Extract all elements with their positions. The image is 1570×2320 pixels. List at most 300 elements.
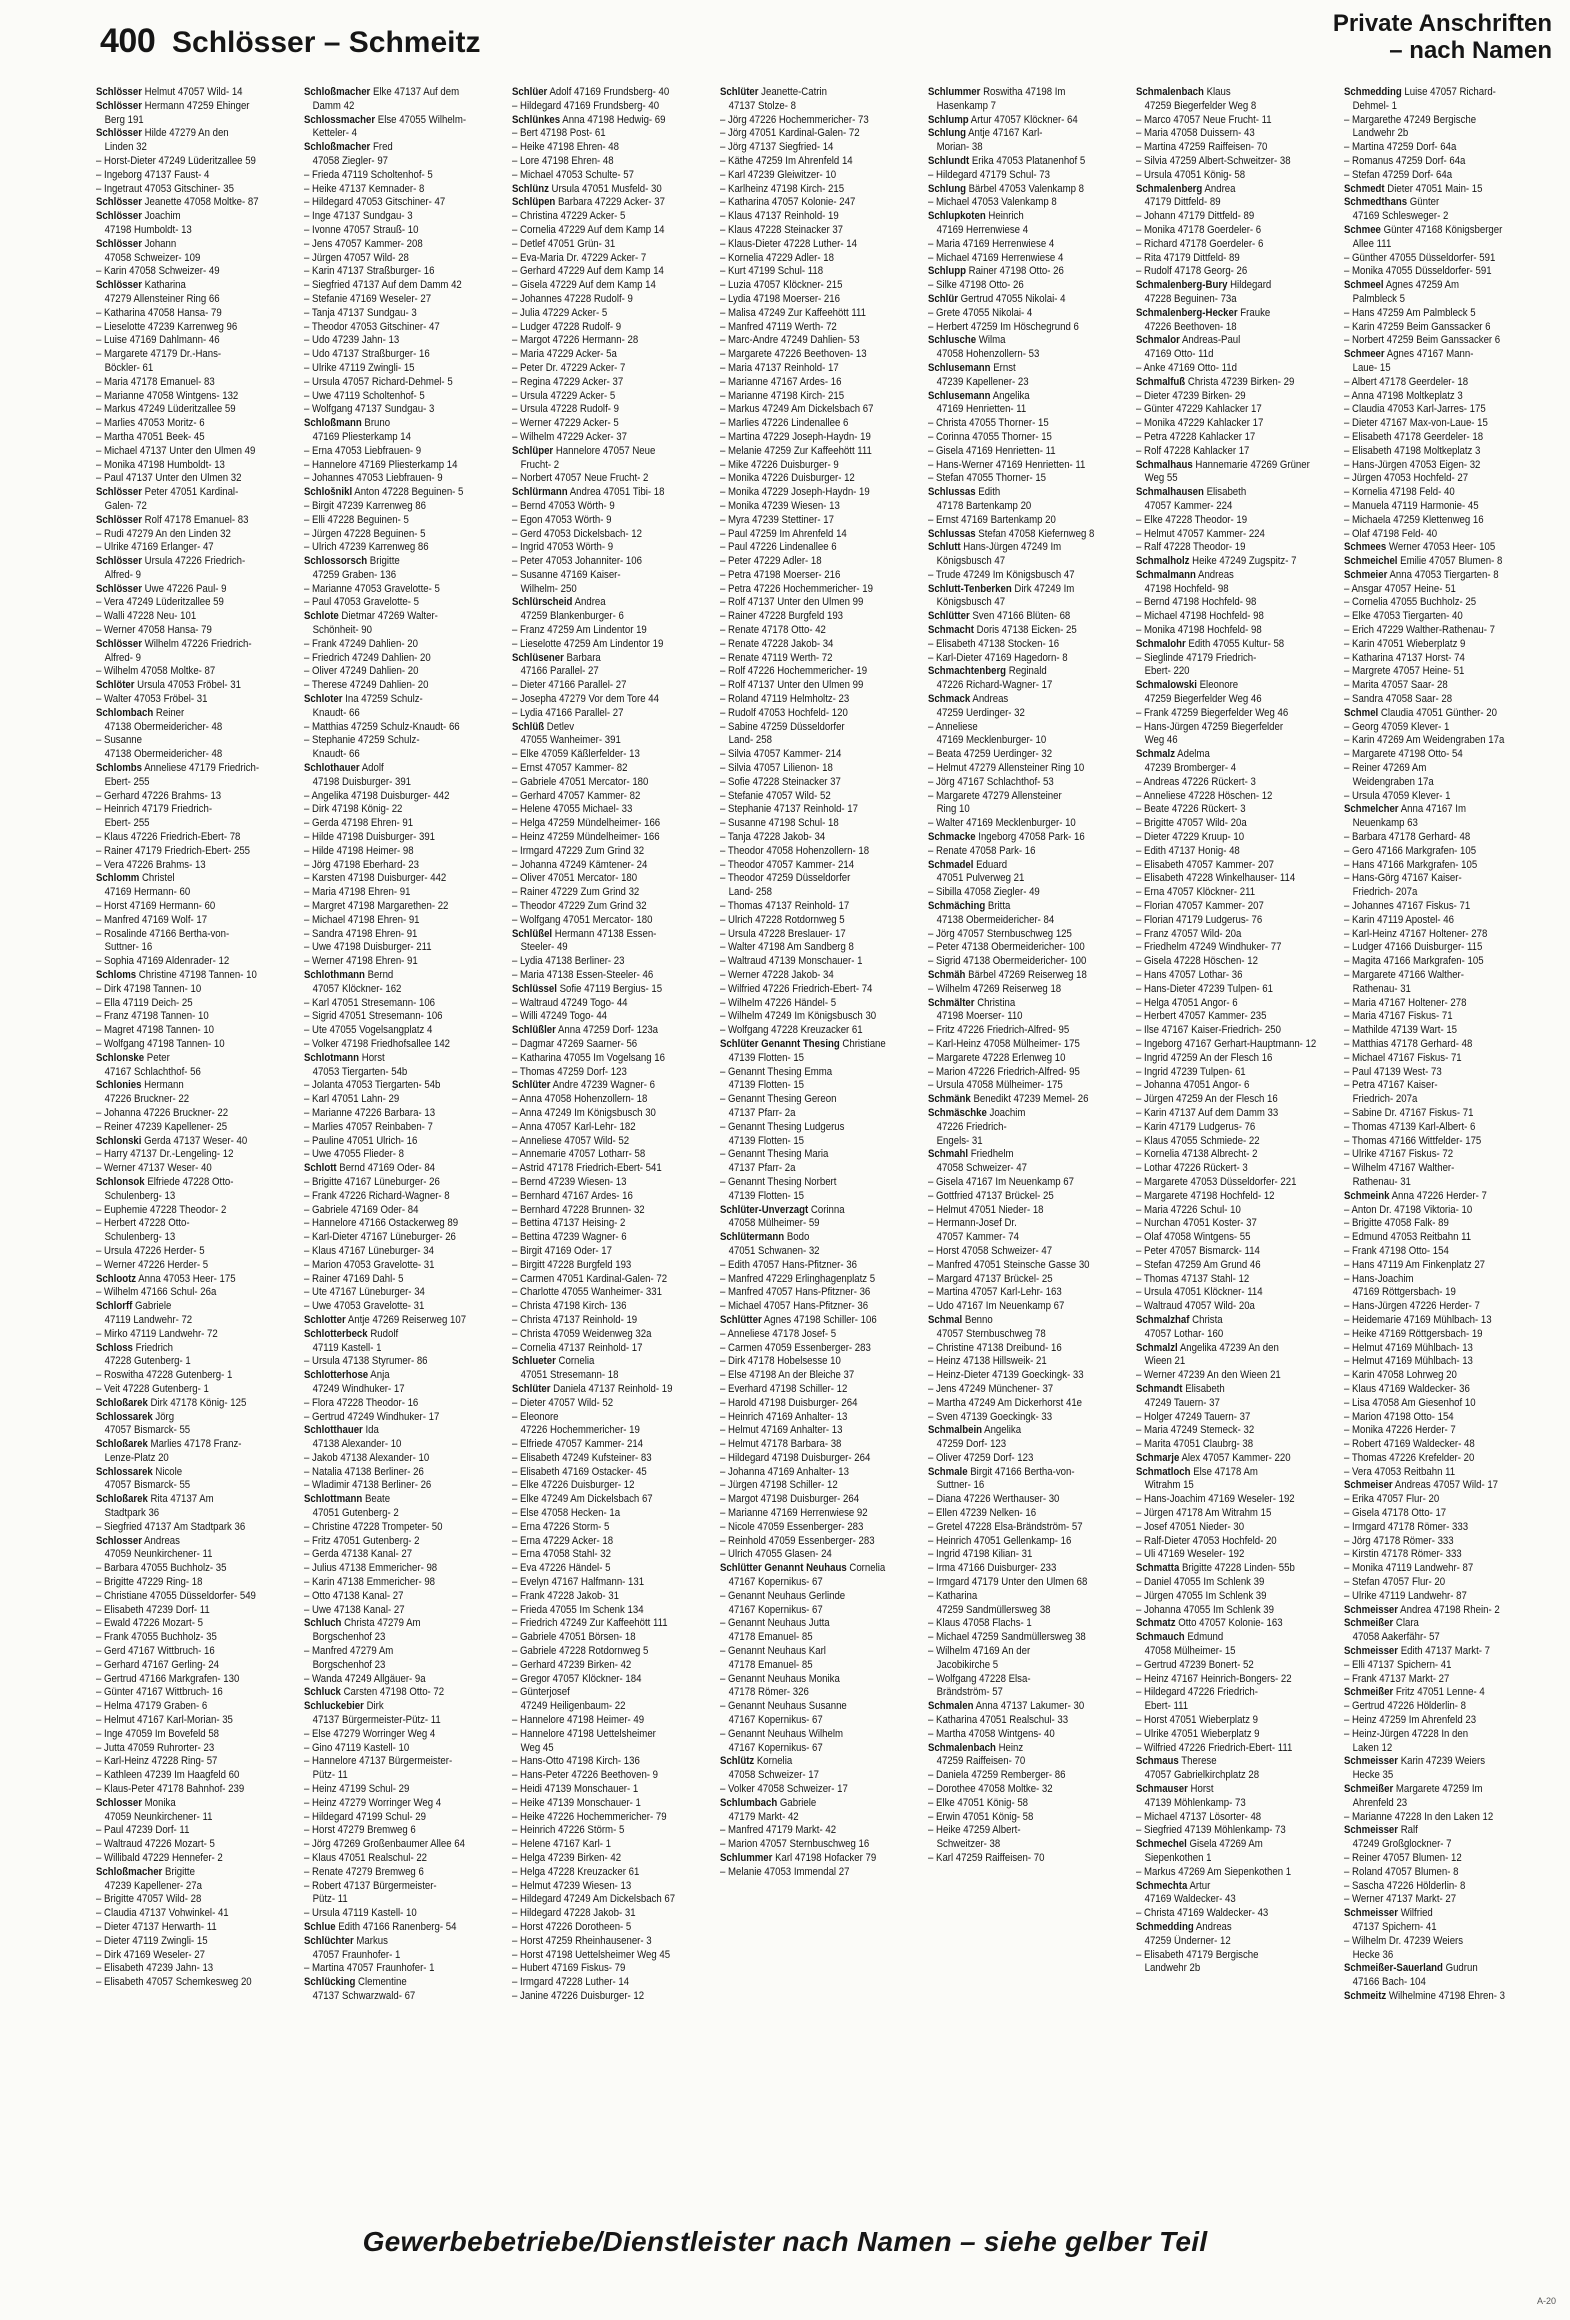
listing-line: – Pauline 47051 Ulrich- 16 — [304, 1134, 418, 1147]
listing-line: 47167 Kopernikus- 67 — [728, 1741, 823, 1754]
listing-line: 47058 Schweizer- 17 — [728, 1769, 819, 1782]
listing-line: Landwehr 2b — [1352, 127, 1409, 140]
listing-line: – Oliver 47051 Mercator- 180 — [512, 872, 638, 885]
listing-line: – Hans-Görg 47167 Kaiser- — [1344, 872, 1462, 885]
listing-line: – Marco 47057 Neue Frucht- 11 — [1136, 113, 1272, 126]
listing-line: – Margarete 47226 Beethoven- 13 — [720, 348, 867, 361]
listing-line — [1136, 307, 1341, 321]
listing-line: 47259 Ünderner- 12 — [1144, 1934, 1231, 1947]
listing-line: – Friedrich 47249 Zur Kaffeehött 111 — [512, 1617, 668, 1630]
listing-line: 47169 Hermann- 60 — [104, 886, 191, 899]
listing-line: Landwehr 2b — [1144, 1962, 1201, 1975]
surname: Schmeisser — [1344, 1645, 1399, 1658]
surname: Schmalowski — [1136, 679, 1197, 692]
listing-line: – Otto 47138 Kanal- 27 — [304, 1589, 404, 1602]
listing-detail: Dirk 47178 König- 125 — [147, 1396, 247, 1409]
listing-line: – Rolf 47226 Hochemmericher- 19 — [720, 665, 868, 678]
listing-line: – Karl 47051 Lahn- 29 — [304, 1093, 400, 1106]
listing-line: – Lieselotte 47239 Karrenweg 96 — [96, 320, 238, 333]
listing-line: – Wladimir 47138 Berliner- 26 — [304, 1479, 432, 1492]
listing-line: – Christina 47229 Acker- 5 — [512, 210, 626, 223]
listing-line — [928, 114, 1133, 128]
listing-line — [720, 1204, 925, 1218]
listing-line: – Gerda 47198 Ehren- 91 — [304, 817, 414, 830]
listing-line: – Ursula 47057 Richard-Dehmel- 5 — [304, 375, 453, 388]
listing-line — [720, 1231, 925, 1245]
listing-line: Hasenkamp 7 — [936, 99, 996, 112]
listing-line: – Angelika 47198 Duisburger- 442 — [304, 789, 450, 802]
listing-line: 47226 Hochemmericher- 19 — [520, 1424, 640, 1437]
listing-line: 47139 Flotten- 15 — [728, 1134, 805, 1147]
listing-line: – Gerd 47167 Wittbruch- 16 — [96, 1645, 215, 1658]
listing-line: – Malisa 47249 Zur Kaffeehött 111 — [720, 306, 867, 319]
listing-line — [1344, 279, 1549, 293]
listing-line: – Elisabeth 47179 Bergische — [1136, 1948, 1259, 1961]
surname: Schlösser — [96, 279, 142, 292]
listing-line: – Manfred 47169 Wolf- 17 — [96, 913, 208, 926]
listing-detail: Detlev — [544, 720, 575, 733]
surname: Schmalen — [928, 1700, 974, 1713]
surname: Schlossmacher — [304, 113, 376, 126]
listing-line: 47169 Waldecker- 43 — [1144, 1893, 1236, 1906]
surname: Schlücking — [304, 1976, 356, 1989]
surname: Schlung — [928, 127, 966, 140]
listing-line: – Monika 47226 Duisburger- 12 — [720, 472, 855, 485]
listing-line: – Ulrike 47119 Zwingli- 15 — [304, 361, 415, 374]
listing-line: – Dieter 47137 Herwarth- 11 — [96, 1920, 217, 1933]
listing-line — [1136, 86, 1341, 100]
listing-line: – Theodor 47259 Düsseldorfer — [720, 872, 851, 885]
listing-line: – Siegfried 47139 Möhlenkamp- 73 — [1136, 1824, 1286, 1837]
listing-line: – Claudia 47137 Vohwinkel- 41 — [96, 1907, 229, 1920]
surname: Schmalhaus — [1136, 458, 1193, 471]
listing-line: 47139 Flotten- 15 — [728, 1051, 805, 1064]
listing-line: – Gertrud 47249 Windhuker- 17 — [304, 1410, 440, 1423]
listing-line: Damm 42 — [312, 99, 355, 112]
listing-detail: Bärbel 47269 Reiserweg 18 — [965, 969, 1087, 981]
listing-line: – Walter 47053 Fröbel- 31 — [96, 693, 208, 706]
listing-line: – Sigrid 47138 Obermeidericher- 100 — [928, 955, 1087, 968]
listing-line — [512, 1079, 717, 1093]
listing-line: – Karl-Heinz 47228 Ring- 57 — [96, 1755, 218, 1768]
listing-line: 47057 Lothar- 160 — [1144, 1327, 1224, 1340]
listing-line: – Irmgard 47178 Römer- 333 — [1344, 1520, 1469, 1533]
listing-detail: Gabriele — [132, 1300, 172, 1313]
listing-line: 47167 Kopernikus- 67 — [728, 1576, 823, 1589]
listing-line: – Ingrid 47053 Wörth- 9 — [512, 541, 614, 554]
listing-line — [96, 279, 301, 293]
listing-line: – Sieglinde 47179 Friedrich- — [1136, 651, 1257, 664]
listing-line: – Wolfgang 47198 Tannen- 10 — [96, 1037, 225, 1050]
listing-line: – Ingetraut 47053 Gitschiner- 35 — [96, 182, 235, 195]
listing-line: – Gertrud 47239 Bonert- 52 — [1136, 1658, 1254, 1671]
listing-line: – Cornelia 47229 Auf dem Kamp 14 — [512, 223, 665, 236]
listing-line — [96, 1535, 301, 1549]
listing-detail: Clara — [1393, 1617, 1419, 1630]
listing-line — [304, 555, 509, 569]
listing-line: – Oliver 47259 Dorf- 123 — [928, 1451, 1034, 1464]
listing-line: – Frank 47228 Jakob- 31 — [512, 1589, 619, 1602]
listing-line: 47226 Friedrich- — [936, 1120, 1007, 1133]
category-heading — [1333, 10, 1552, 64]
listing-line: Hecke 36 — [1352, 1948, 1394, 1961]
listing-line: – Manfred 47179 Markt- 42 — [720, 1824, 837, 1837]
surname: Schmel — [1344, 706, 1379, 719]
listing-line: – Wilhelm 47166 Schul- 26a — [96, 1286, 217, 1299]
surname: Schmees — [1344, 541, 1387, 554]
listing-line: – Hannelore 47166 Ostackerweg 89 — [304, 1217, 459, 1230]
listing-line: – Norbert 47259 Beim Ganssacker 6 — [1344, 334, 1501, 347]
listing-line — [96, 1052, 301, 1066]
listing-line: – Ella 47119 Deich- 25 — [96, 996, 193, 1009]
listing-line: – Genannt Neuhaus Susanne — [720, 1700, 847, 1713]
surname: Schlotmann — [304, 1051, 360, 1064]
listing-line: – Julius 47138 Emmericher- 98 — [304, 1562, 438, 1575]
listing-line: – Stephanie 47137 Reinhold- 17 — [720, 803, 859, 816]
listing-line: – Elli 47228 Beguinen- 5 — [304, 513, 409, 526]
listing-line: – Elisabeth 47057 Schemkesweg 20 — [96, 1976, 252, 1989]
listing-line: – Karin 47137 Auf dem Damm 33 — [1136, 1106, 1279, 1119]
surname: Schmalor — [1136, 334, 1180, 347]
listing-line: – Michael 47057 Hans-Pfitzner- 36 — [720, 1300, 869, 1313]
listing-line: – Veit 47228 Gutenberg- 1 — [96, 1382, 209, 1395]
surname: Schlösser — [96, 513, 142, 526]
listing-detail: Rainer 47198 Otto- 26 — [965, 265, 1064, 278]
listing-line: Königsbusch 47 — [936, 555, 1006, 568]
listing-detail: Bernd — [364, 969, 394, 981]
listing-line: – Wilhelm 47169 An der — [928, 1645, 1031, 1658]
surname: Schlump — [928, 113, 969, 126]
listing-line: – Jakob 47138 Alexander- 10 — [304, 1451, 430, 1464]
listing-line: – Maria 47137 Reinhold- 17 — [720, 361, 839, 374]
listing-detail: Hermann — [141, 1079, 184, 1092]
surname: Schmauser — [1136, 1783, 1188, 1796]
listing-line: 47137 Pfarr- 2a — [728, 1162, 796, 1175]
surname: Schmalenbach — [928, 1741, 996, 1754]
listing-line: – Mike 47226 Duisburger- 9 — [720, 458, 839, 471]
listing-line: 47167 Kopernikus- 67 — [728, 1603, 823, 1616]
listing-line: – Monika 47055 Düsseldorfer- 591 — [1344, 265, 1492, 278]
listing-line: – Wolfgang 47051 Mercator- 180 — [512, 913, 653, 926]
listing-line: 47051 Pulverweg 21 — [936, 872, 1025, 885]
listing-detail: Hilde 47279 An den — [141, 127, 229, 140]
listing-line: – Gabriele 47228 Rotdornweg 5 — [512, 1645, 649, 1658]
listing-line: – Gretel 47228 Elsa-Brändström- 57 — [928, 1520, 1083, 1533]
listing-detail: Hannemarie 47269 Grüner — [1192, 458, 1310, 471]
listing-line: – Ilse 47167 Kaiser-Friedrich- 250 — [1136, 1024, 1281, 1037]
listing-detail: Bernd 47169 Oder- 84 — [336, 1162, 436, 1175]
listing-line: – Monika 47239 Wiesen- 13 — [720, 499, 840, 512]
listing-line: – Edith 47057 Hans-Pfitzner- 36 — [720, 1258, 857, 1271]
listing-line: – Olaf 47058 Wintgens- 55 — [1136, 1231, 1251, 1244]
listing-line: – Melanie 47259 Zur Kaffeehött 111 — [720, 444, 872, 457]
listing-line: – Heinz 47259 Mündelheimer- 166 — [512, 831, 660, 844]
listing-line: – Ludger 47166 Duisburger- 115 — [1344, 941, 1483, 954]
surname: Schmechta — [1136, 1879, 1188, 1892]
listing-line: – Jens 47249 Münchener- 37 — [928, 1382, 1054, 1395]
listing-line: – Volker 47198 Friedhofsallee 142 — [304, 1037, 451, 1050]
listing-line: – Elisabeth 47198 Moltkeplatz 3 — [1344, 444, 1481, 457]
listing-line: – Sven 47139 Goeckingk- 33 — [928, 1410, 1053, 1423]
listing-line: – Udo 47239 Jahn- 13 — [304, 334, 400, 347]
listing-detail: Anna 47167 Im — [1398, 803, 1466, 816]
listing-line: 47059 Neunkirchener- 11 — [104, 1548, 213, 1561]
listing-line: – Christa 47169 Waldecker- 43 — [1136, 1907, 1269, 1920]
listing-detail: Angelika — [982, 1424, 1022, 1437]
listing-detail: Andreas-Paul — [1179, 334, 1241, 347]
listing-line: – Irmgard 47228 Luther- 14 — [512, 1976, 630, 1989]
listing-line: – Ursula 47228 Rudolf- 9 — [512, 403, 619, 416]
listing-line: Morian- 38 — [936, 141, 983, 154]
listing-detail: Beate — [362, 1493, 391, 1506]
listing-line: – Silvia 47259 Albert-Schweitzer- 38 — [1136, 154, 1291, 167]
listing-line: 47053 Tiergarten- 54b — [312, 1065, 408, 1078]
listing-line: – Michael 47167 Fiskus- 71 — [1344, 1051, 1462, 1064]
listing-line: – Cornelia 47137 Reinhold- 17 — [512, 1341, 643, 1354]
listing-line: – Karin 47269 Am Weidengraben 17a — [1344, 734, 1505, 747]
listing-line: Weidengraben 17a — [1352, 775, 1434, 788]
listing-line: – Markus 47249 Am Dickelsbach 67 — [720, 403, 874, 416]
listing-line: – Erna 47226 Storm- 5 — [512, 1520, 610, 1533]
listing-line: – Hans 47259 Am Palmbleck 5 — [1344, 306, 1476, 319]
surname: Schlüter — [512, 1079, 551, 1092]
surname: Schlupkoten — [928, 210, 986, 223]
surname: Schlossorsch — [304, 555, 368, 568]
listing-line — [1344, 1907, 1549, 1921]
listing-line: – Gerd 47053 Dickelsbach- 12 — [512, 527, 642, 540]
listing-detail: Johann — [141, 237, 177, 250]
listing-line: – Walter 47169 Mecklenburger- 10 — [928, 817, 1076, 830]
surname: Schmatta — [1136, 1562, 1180, 1575]
listing-detail: Jeanette-Catrin — [758, 86, 827, 98]
listing-line: – Heike 47169 Röttgersbach- 19 — [1344, 1327, 1483, 1340]
listing-line: – Dieter 47239 Birken- 29 — [1136, 389, 1246, 402]
surname: Schmeißer-Sauerland — [1344, 1962, 1443, 1975]
listing-line: – Bettina 47239 Wagner- 6 — [512, 1231, 627, 1244]
listing-detail: Andrea 47051 Tibi- 18 — [567, 486, 665, 499]
surname: Schlott — [304, 1162, 337, 1175]
surname: Schlotterbeck — [304, 1327, 368, 1340]
listing-line: – Marlies 47053 Moritz- 6 — [96, 417, 205, 430]
listing-line: – Günther 47055 Düsseldorfer- 591 — [1344, 251, 1496, 264]
listing-line: – Daniela 47259 Remberger- 86 — [928, 1769, 1066, 1782]
listing-line: – Ernst 47169 Bartenkamp 20 — [928, 513, 1056, 526]
listing-line: – Anna 47057 Karl-Lehr- 182 — [512, 1120, 636, 1133]
listing-line: – Ursula 47119 Kastell- 10 — [304, 1907, 417, 1920]
listing-detail: Fritz 47051 Lenne- 4 — [1393, 1686, 1485, 1699]
listing-line: – Tanja 47228 Jakob- 34 — [720, 831, 826, 844]
listing-line: – Klaus-Peter 47178 Bahnhof- 239 — [96, 1783, 245, 1796]
listing-line: – Hans-Joachim — [1344, 1272, 1414, 1285]
listing-line: – Renate 47178 Otto- 42 — [720, 624, 826, 637]
listing-line: – Magita 47166 Markgrafen- 105 — [1344, 955, 1484, 968]
listing-line: Friedrich- 207a — [1352, 1093, 1418, 1106]
listing-line: – Diana 47226 Werthauser- 30 — [928, 1493, 1060, 1506]
listing-line: – Vera 47226 Brahms- 13 — [96, 858, 206, 871]
listing-line — [1136, 569, 1341, 583]
listing-line: – Stefan 47259 Dorf- 64a — [1344, 168, 1453, 181]
listing-line: – Helmut 47169 Mühlbach- 13 — [1344, 1355, 1473, 1368]
listing-line — [1136, 1466, 1341, 1480]
listing-line — [720, 86, 925, 100]
surname: Schmeichel — [1344, 555, 1398, 568]
listing-line: – Helmut 47169 Mühlbach- 13 — [1344, 1341, 1473, 1354]
listing-line: – Friedrich 47249 Dahlien- 20 — [304, 651, 431, 664]
listing-line — [1344, 1755, 1549, 1769]
listing-line: – Sascha 47226 Hölderlin- 8 — [1344, 1879, 1466, 1892]
listing-line: Weg 55 — [1144, 472, 1178, 485]
listing-line: Hecke 35 — [1352, 1769, 1394, 1782]
listing-line: – Gerhard 47229 Auf dem Kamp 14 — [512, 265, 664, 278]
listing-line — [1136, 1838, 1341, 1852]
listing-line: 47057 Kammer- 224 — [1144, 499, 1233, 512]
listing-line: – Uli 47169 Weseler- 192 — [1136, 1548, 1245, 1561]
listing-line: – Johannes 47053 Liebfrauen- 9 — [304, 472, 443, 485]
listing-detail: Frauke — [1237, 306, 1271, 319]
listing-line: 47259 Uerdinger- 32 — [936, 706, 1025, 719]
listing-detail: Gisela 47269 Am — [1186, 1838, 1263, 1851]
surname: Schlösser — [96, 127, 142, 140]
listing-line: Allee 111 — [1352, 237, 1392, 250]
listing-line: – Katharina 47137 Horst- 74 — [1344, 651, 1465, 664]
listing-line — [928, 624, 1133, 638]
listing-detail: Birgit 47166 Bertha-von- — [967, 1465, 1075, 1478]
listing-line — [512, 1355, 717, 1369]
listing-line: – Christa 47137 Reinhold- 19 — [512, 1313, 638, 1326]
listing-line — [1344, 541, 1549, 555]
listing-line: – Carmen 47051 Kardinal-Galen- 72 — [512, 1272, 668, 1285]
listing-line: Friedrich- 207a — [1352, 886, 1418, 899]
listing-line: Wilhelm- 250 — [520, 582, 577, 595]
listing-line: – Hans 47057 Lothar- 36 — [1136, 969, 1243, 981]
listing-line: – Erna 47229 Acker- 18 — [512, 1534, 614, 1547]
listing-line: – Uwe 47138 Kanal- 27 — [304, 1603, 405, 1616]
listing-line: 47259 Sandmüllersweg 38 — [936, 1603, 1051, 1616]
listing-line: 47138 Obermeidericher- 84 — [936, 913, 1055, 926]
listing-detail: Artur — [1187, 1879, 1211, 1892]
listing-line: – Harry 47137 Dr.-Lengeling- 12 — [96, 1148, 234, 1161]
listing-detail: Andreas 47057 Wild- 17 — [1392, 1479, 1499, 1492]
listing-line: – Frank 47137 Markt- 27 — [1344, 1672, 1450, 1685]
listing-line — [1344, 196, 1549, 210]
listing-line — [1136, 1783, 1341, 1797]
listing-line: – Helmut 47051 Nieder- 18 — [928, 1203, 1044, 1216]
listing-line: – Gabriele 47051 Börsen- 18 — [512, 1631, 636, 1644]
listing-line — [512, 652, 717, 666]
listing-line: – Charlotte 47055 Wanheimer- 331 — [512, 1286, 662, 1299]
listing-line — [304, 1314, 509, 1328]
listing-line: – Wilhelm 47269 Reiserweg 18 — [928, 982, 1062, 995]
surname: Schmeer — [1344, 348, 1385, 361]
listing-line: – Rolf 47228 Kahlacker 17 — [1136, 444, 1250, 457]
surname: Schmeißer — [1344, 1783, 1394, 1796]
listing-line: – Margrete 47057 Heine- 51 — [1344, 665, 1465, 678]
listing-line: – Rainer 47228 Burgfeld 193 — [720, 610, 844, 623]
listing-line: – Margarete 47166 Walther- — [1344, 969, 1464, 981]
listing-line: 47051 Stresemann- 18 — [520, 1369, 619, 1382]
listing-line: 47228 Gutenberg- 1 — [104, 1355, 191, 1368]
surname: Schlürmann — [512, 486, 568, 499]
listing-line: – Helene 47055 Michael- 33 — [512, 803, 633, 816]
listing-line: – Helmut 47169 Anhalter- 13 — [720, 1424, 843, 1437]
listing-line: – Susanne 47198 Schul- 18 — [720, 817, 839, 830]
listing-line: – Horst 47259 Rheinhausener- 3 — [512, 1934, 652, 1947]
listing-line — [1136, 1631, 1341, 1645]
surname: Schlumbach — [720, 1796, 778, 1809]
listing-detail: Katharina — [141, 279, 186, 292]
listing-line: – Martina 47259 Dorf- 64a — [1344, 141, 1457, 154]
listing-line: – Michael 47259 Sandmüllersweg 38 — [928, 1631, 1086, 1644]
listing-line: – Gertrud 47226 Hölderlin- 8 — [1344, 1700, 1466, 1713]
surname: Schloßmacher — [304, 141, 371, 154]
listing-line: – Friedhelm 47249 Windhuker- 77 — [1136, 941, 1282, 954]
listing-line: – Brigitte 47167 Lüneburger- 26 — [304, 1175, 440, 1188]
listing-line: – Nicole 47059 Essenberger- 283 — [720, 1520, 864, 1533]
listing-detail: Bärbel 47053 Valenkamp 8 — [965, 182, 1084, 195]
surname: Schlundt — [928, 154, 970, 167]
listing-detail: Alex 47057 Kammer- 220 — [1179, 1451, 1291, 1464]
listing-line: – Dagmar 47269 Saarner- 56 — [512, 1037, 638, 1050]
surname: Schmandt — [1136, 1382, 1183, 1395]
listing-line: – Bernd 47198 Hochfeld- 98 — [1136, 596, 1257, 609]
listing-detail: Rita 47137 Am — [147, 1493, 214, 1506]
listing-line — [720, 1562, 925, 1576]
listing-line — [96, 969, 301, 983]
listing-line: 47059 Neunkirchener- 11 — [104, 1810, 213, 1823]
listing-line: – Ursula 47051 Klöckner- 114 — [1136, 1286, 1263, 1299]
listing-line — [304, 486, 509, 500]
surname: Schlung — [928, 182, 966, 195]
listing-line: 47259 Graben- 136 — [312, 568, 397, 581]
listing-line — [928, 610, 1133, 624]
listing-line: – Marianne 47228 In den Laken 12 — [1344, 1810, 1494, 1823]
listing-line: – Bernd 47053 Wörth- 9 — [512, 499, 615, 512]
listing-detail: Elisabeth — [1182, 1382, 1225, 1395]
listing-line — [96, 1342, 301, 1356]
listing-detail: Anneliese 47179 Friedrich- — [141, 762, 260, 775]
listing-line: – Hannelore 47198 Uettelsheimer — [512, 1727, 656, 1740]
listing-detail: Dieter 47051 Main- 15 — [1384, 182, 1483, 195]
listing-line: – Brigitte 47229 Ring- 18 — [96, 1576, 203, 1589]
listing-line: – Karl 47051 Stresemann- 106 — [304, 996, 436, 1009]
listing-line: 47119 Kastell- 1 — [312, 1341, 382, 1354]
listing-line — [304, 1700, 509, 1714]
listing-line: – Robert 47169 Waldecker- 48 — [1344, 1438, 1475, 1451]
listing-line: – Kornelia 47138 Albrecht- 2 — [1136, 1148, 1258, 1161]
listing-line: Land- 258 — [728, 886, 772, 899]
listing-line: – Helma 47179 Graben- 6 — [96, 1700, 208, 1713]
listing-line: – Hildegard 47226 Friedrich- — [1136, 1686, 1258, 1699]
surname: Schlotthauer — [304, 1424, 363, 1437]
surname: Schlösser — [96, 86, 142, 98]
listing-line: – Dirk 47169 Weseler- 27 — [96, 1948, 205, 1961]
listing-line: – Herbert 47259 Im Höschegrund 6 — [928, 320, 1079, 333]
listing-line: – Kurt 47199 Schul- 118 — [720, 265, 824, 278]
listing-line: – Stefan 47055 Thorner- 15 — [928, 472, 1047, 485]
listing-line: – Susanne 47169 Kaiser- — [512, 568, 621, 581]
listing-line: – Corinna 47055 Thorner- 15 — [928, 430, 1052, 443]
listing-detail: Britta — [985, 900, 1011, 913]
listing-line: 47239 Kapellener- 23 — [936, 375, 1029, 388]
listing-line: – Sibilla 47058 Ziegler- 49 — [928, 886, 1040, 899]
listing-line — [304, 762, 509, 776]
listing-line: – Maria 47198 Ehren- 91 — [304, 886, 411, 899]
listing-line: – Kornelia 47198 Feld- 40 — [1344, 486, 1455, 499]
listing-line — [96, 1411, 301, 1425]
listing-line: – Margarethe 47249 Bergische — [1344, 113, 1477, 126]
listing-line: – Christiane 47055 Düsseldorfer- 549 — [96, 1589, 256, 1602]
listing-line: – Ingeborg 47167 Gerhart-Hauptmann- 12 — [1136, 1037, 1317, 1050]
